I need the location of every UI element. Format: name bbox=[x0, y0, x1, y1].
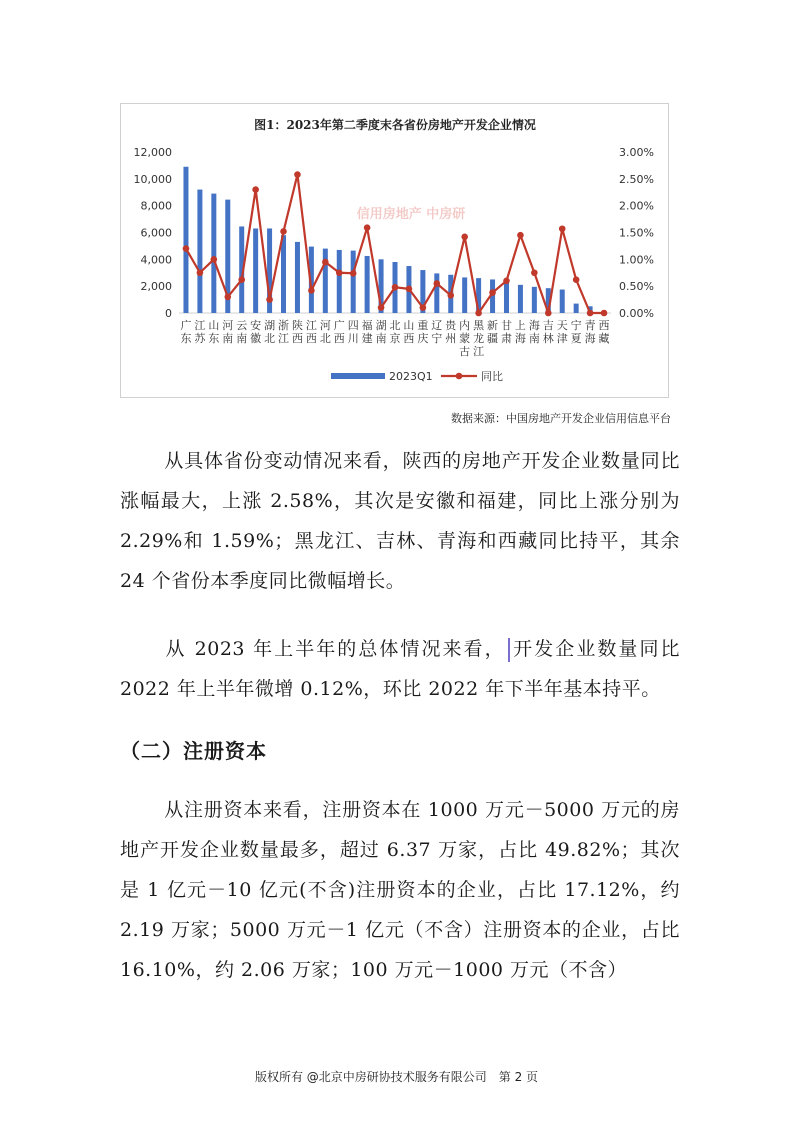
x-tick-label-char: 江 bbox=[473, 345, 485, 358]
page-footer: 版权所有 @北京中房研协技术服务有限公司 第 2 页 bbox=[254, 1070, 539, 1084]
x-tick-label-char: 津 bbox=[556, 332, 568, 345]
x-tick-label-char: 徽 bbox=[250, 332, 262, 345]
line-point-黑龙江 bbox=[475, 310, 482, 317]
y-left-tick-label: 4,000 bbox=[140, 253, 172, 267]
y-right-tick-label: 2.00% bbox=[619, 199, 654, 213]
x-tick-label-char: 江 bbox=[278, 332, 290, 345]
bar-四川 bbox=[351, 251, 356, 313]
x-tick-label-char: 州 bbox=[445, 332, 457, 345]
y-left-tick-label: 2,000 bbox=[140, 280, 172, 294]
section-heading: （二）注册资本 bbox=[120, 739, 267, 763]
bar-陕西 bbox=[295, 242, 300, 313]
line-point-海南 bbox=[531, 269, 538, 276]
x-tick-label-char: 四 bbox=[347, 319, 359, 332]
x-tick-label-char: 贵 bbox=[445, 319, 457, 332]
x-tick-label-char: 南 bbox=[528, 332, 540, 345]
line-point-青海 bbox=[587, 310, 594, 317]
x-tick-label-char: 夏 bbox=[570, 332, 582, 345]
chart-watermark: 信用房地产 中房研 bbox=[356, 207, 466, 222]
x-tick-label-char: 川 bbox=[347, 332, 359, 345]
x-tick-label-char: 湖 bbox=[264, 319, 276, 332]
source-note: 数据来源：中国房地产开发企业信用信息平台 bbox=[451, 412, 671, 425]
bar-山东 bbox=[211, 194, 216, 313]
x-tick-label-char: 陕 bbox=[291, 319, 303, 332]
y-right-tick-label: 1.00% bbox=[619, 253, 654, 267]
chart-frame bbox=[120, 103, 669, 398]
line-point-福建 bbox=[364, 224, 371, 231]
y-right-tick-label: 0.50% bbox=[619, 280, 654, 294]
line-point-湖南 bbox=[378, 304, 385, 311]
x-tick-label-char: 西 bbox=[333, 332, 345, 345]
legend-label-line: 同比 bbox=[481, 370, 503, 383]
x-tick-label-char: 内 bbox=[459, 319, 471, 332]
x-tick-label-char: 京 bbox=[389, 332, 401, 345]
x-tick-label-char: 东 bbox=[180, 332, 192, 345]
x-tick-label-char: 北 bbox=[389, 319, 401, 332]
line-point-广西 bbox=[336, 269, 343, 276]
y-right-tick-label: 2.50% bbox=[619, 172, 654, 186]
line-point-四川 bbox=[350, 270, 357, 277]
bar-安徽 bbox=[253, 228, 258, 313]
paragraph-half-year bbox=[120, 629, 680, 709]
x-tick-label-char: 古 bbox=[459, 345, 471, 358]
legend-marker-line bbox=[456, 373, 463, 380]
x-tick-label-char: 广 bbox=[333, 319, 345, 332]
paragraph-text: 从 2023 年上半年的总体情况来看， bbox=[164, 638, 506, 660]
y-right-tick-label: 0.00% bbox=[619, 307, 654, 320]
paragraph-registered-capital bbox=[120, 790, 680, 990]
x-tick-label-char: 安 bbox=[250, 319, 262, 332]
line-point-辽宁 bbox=[434, 280, 441, 287]
line-point-内蒙古 bbox=[461, 233, 468, 240]
bar-宁夏 bbox=[574, 304, 579, 313]
x-tick-label-char: 广 bbox=[180, 319, 192, 332]
x-tick-label-char: 辽 bbox=[431, 319, 443, 332]
line-point-浙江 bbox=[280, 228, 287, 235]
y-left-tick-label: 8,000 bbox=[140, 199, 172, 213]
line-point-江苏 bbox=[197, 269, 204, 276]
x-tick-label-char: 海 bbox=[514, 332, 526, 345]
x-tick-label-char: 龙 bbox=[473, 332, 485, 345]
x-tick-label-char: 甘 bbox=[500, 319, 512, 332]
y-left-tick-label: 6,000 bbox=[140, 226, 172, 240]
line-point-广东 bbox=[183, 245, 190, 252]
x-tick-label-char: 云 bbox=[236, 319, 248, 332]
x-tick-label-char: 肃 bbox=[500, 332, 512, 345]
x-tick-label-char: 北 bbox=[319, 332, 331, 345]
y-left-tick-label: 0 bbox=[165, 307, 172, 320]
line-point-云南 bbox=[238, 276, 245, 283]
x-tick-label-char: 北 bbox=[264, 332, 276, 345]
bar-江苏 bbox=[197, 190, 202, 313]
x-tick-label-char: 黑 bbox=[473, 319, 485, 332]
y-right-tick-label: 1.50% bbox=[619, 226, 654, 240]
x-tick-label-char: 上 bbox=[514, 319, 526, 332]
y-left-tick-label: 12,000 bbox=[133, 146, 172, 159]
x-tick-label-char: 河 bbox=[319, 319, 331, 332]
line-point-贵州 bbox=[447, 292, 454, 299]
line-point-重庆 bbox=[420, 304, 427, 311]
x-tick-label-char: 山 bbox=[208, 319, 220, 332]
x-tick-label-char: 重 bbox=[417, 319, 429, 332]
line-point-吉林 bbox=[545, 310, 552, 317]
bar-广东 bbox=[183, 167, 188, 313]
bar-浙江 bbox=[281, 235, 286, 313]
paragraph-text: 从注册资本来看，注册资本在 1000 万元－5000 万元的房地产开发企业数量最多，超过 6.37 万家，占比 49.82%；其次是 1 亿元－10 亿元(不含)注册资本的企业，占比 17.12%，约 2.19 万家；5000 万元－1 亿元（不含）注册资本的企业，占比 16.10%，约 2.06 万家；100 万元－1000 万元（不含） bbox=[120, 799, 680, 981]
line-point-湖北 bbox=[266, 296, 273, 303]
x-tick-label-char: 宁 bbox=[431, 332, 443, 345]
line-point-西藏 bbox=[601, 310, 608, 317]
x-tick-label-char: 宁 bbox=[570, 319, 582, 332]
legend-label-bar: 2023Q1 bbox=[389, 370, 433, 383]
line-point-天津 bbox=[559, 225, 566, 232]
line-point-陕西 bbox=[294, 171, 301, 178]
x-tick-label-char: 东 bbox=[208, 332, 220, 345]
text-cursor[interactable] bbox=[508, 638, 510, 662]
x-tick-label-char: 藏 bbox=[598, 332, 610, 345]
y-right-tick-label: 3.00% bbox=[619, 146, 654, 159]
bar-辽宁 bbox=[434, 273, 439, 313]
paragraph-text: 开发企业数量同比 2022 年上半年微增 0.12%，环比 2022 年下半年基本持平。 bbox=[120, 638, 680, 700]
line-point-河北 bbox=[322, 259, 329, 266]
bar-广西 bbox=[337, 250, 342, 313]
x-tick-label-char: 南 bbox=[222, 332, 234, 345]
x-tick-label-char: 天 bbox=[556, 319, 568, 332]
x-tick-label-char: 西 bbox=[403, 332, 415, 345]
line-point-河南 bbox=[224, 294, 231, 301]
x-tick-label-char: 西 bbox=[305, 332, 317, 345]
x-tick-label-char: 建 bbox=[361, 332, 373, 345]
x-tick-label-char: 青 bbox=[584, 319, 596, 332]
x-tick-label-char: 浙 bbox=[278, 319, 290, 332]
x-tick-label-char: 疆 bbox=[487, 332, 499, 345]
chart-svg bbox=[121, 104, 670, 399]
line-point-山西 bbox=[406, 286, 413, 293]
line-point-北京 bbox=[392, 284, 399, 291]
bar-海南 bbox=[532, 287, 537, 313]
x-tick-label-char: 南 bbox=[375, 332, 387, 345]
paragraph-text: 从具体省份变动情况来看，陕西的房地产开发企业数量同比涨幅最大，上涨 2.58%，其次是安徽和福建，同比上涨分别为 2.29%和 1.59%；黑龙江、吉林、青海和西藏同比持平，其余 24 个省份本季度同比微幅增长。 bbox=[120, 450, 680, 592]
x-tick-label-char: 江 bbox=[194, 319, 206, 332]
line-point-甘肃 bbox=[503, 278, 510, 285]
x-tick-label-char: 蒙 bbox=[459, 332, 471, 345]
line-point-上海 bbox=[517, 232, 524, 239]
x-tick-label-char: 山 bbox=[403, 319, 415, 332]
x-tick-label-char: 福 bbox=[361, 319, 373, 332]
line-point-安徽 bbox=[252, 186, 259, 193]
x-tick-label-char: 新 bbox=[487, 319, 499, 332]
line-point-江西 bbox=[308, 287, 315, 294]
bar-河北 bbox=[323, 249, 328, 313]
line-point-山东 bbox=[211, 256, 218, 263]
y-left-tick-label: 10,000 bbox=[133, 172, 172, 186]
bar-内蒙古 bbox=[462, 277, 467, 313]
x-tick-label-char: 海 bbox=[528, 319, 540, 332]
legend-swatch-bar bbox=[331, 373, 385, 379]
x-tick-label-char: 海 bbox=[584, 332, 596, 345]
bar-天津 bbox=[560, 290, 565, 313]
x-tick-label-char: 湖 bbox=[375, 319, 387, 332]
x-tick-label-char: 吉 bbox=[542, 319, 554, 332]
x-tick-label-char: 河 bbox=[222, 319, 234, 332]
x-tick-label-char: 庆 bbox=[417, 332, 429, 345]
x-tick-label-char: 林 bbox=[542, 332, 554, 345]
bar-上海 bbox=[518, 285, 523, 313]
line-point-新疆 bbox=[489, 289, 496, 296]
bar-甘肃 bbox=[504, 281, 509, 313]
x-tick-label-char: 江 bbox=[305, 319, 317, 332]
x-tick-label-char: 南 bbox=[236, 332, 248, 345]
x-tick-label-char: 西 bbox=[598, 319, 610, 332]
bar-福建 bbox=[365, 256, 370, 313]
x-tick-label-char: 苏 bbox=[194, 332, 206, 345]
x-tick-label-char: 西 bbox=[291, 332, 303, 345]
line-point-宁夏 bbox=[573, 276, 580, 283]
paragraph-province-change bbox=[120, 441, 680, 601]
chart-title: 图1：2023年第二季度末各省份房地产开发企业情况 bbox=[254, 118, 536, 132]
